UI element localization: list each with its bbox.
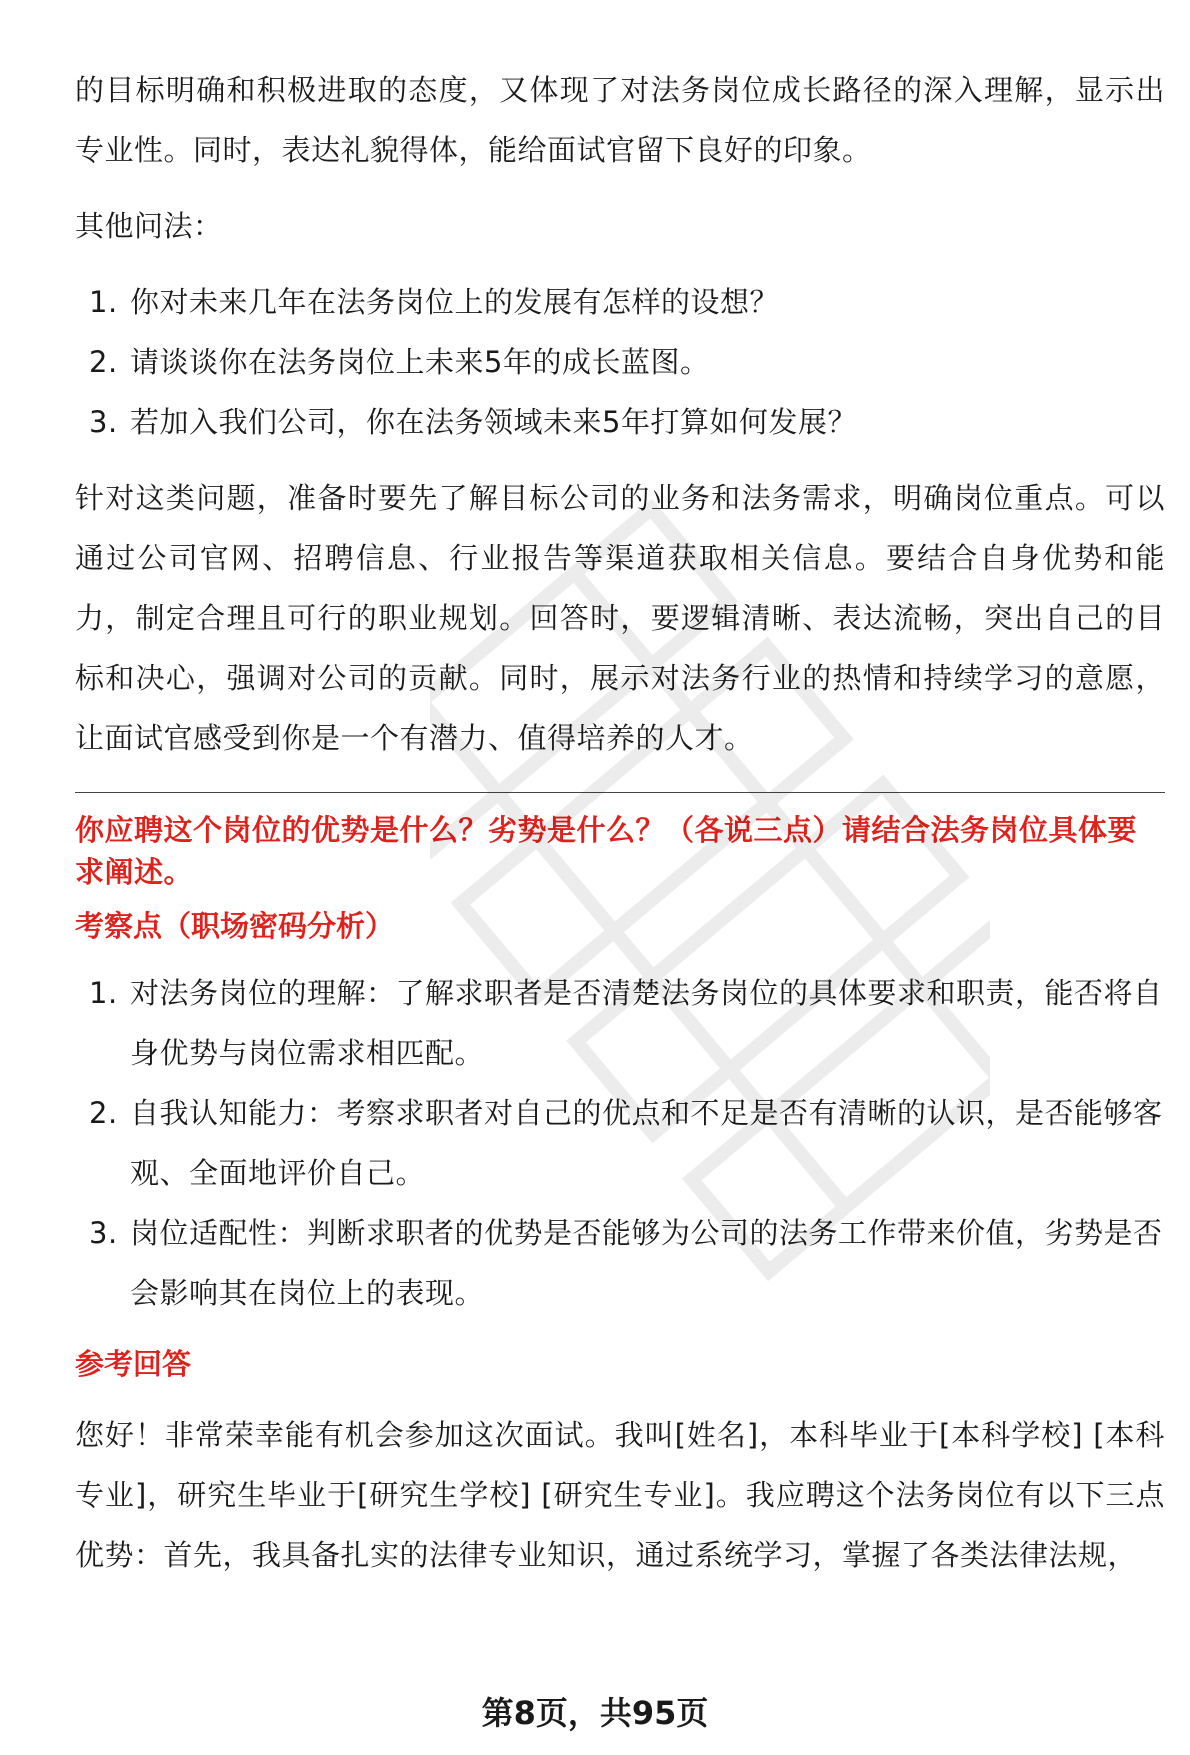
list-item-number: 2. [89,1096,118,1130]
answer-paragraph: 您好！非常荣幸能有机会参加这次面试。我叫[姓名]，本科毕业于[本科学校] [本科专业]，研究生毕业于[研究生学校] [研究生专业]。我应聘这个法务岗位有以下三点优势：首先，我具备扎实的法律专业知识，通过系统学习，掌握了各类法律法规， [75,1418,1165,1572]
document-page [75,60,1165,1585]
list-item-text: 岗位适配性：判断求职者的优势是否能够为公司的法务工作带来价值，劣势是否会影响其在岗位上的表现。 [130,1216,1163,1310]
list-item [75,1203,1165,1323]
list-item [75,272,1165,332]
analysis-heading: 考察点（职场密码分析） [75,909,395,943]
other-questions-list [75,272,1165,452]
question-title: 你应聘这个岗位的优势是什么？劣势是什么？（各说三点）请结合法务岗位具体要求阐述。 [75,813,1138,889]
list-item-text: 你对未来几年在法务岗位上的发展有怎样的设想？ [130,285,780,319]
list-item [75,332,1165,392]
list-item-text: 自我认知能力：考察求职者对自己的优点和不足是否有清晰的认识，是否能够客观、全面地评价自己。 [130,1096,1163,1190]
list-item [75,392,1165,452]
list-item-text: 若加入我们公司，你在法务领域未来5年打算如何发展？ [130,405,857,439]
list-item [75,1083,1165,1203]
list-item-text: 请谈谈你在法务岗位上未来5年的成长蓝图。 [130,345,710,379]
page-number-footer: 第8页，共95页 [481,1694,709,1732]
list-item-number: 3. [89,405,118,439]
answer-heading: 参考回答 [75,1347,192,1381]
list-item [75,963,1165,1083]
list-item-number: 1. [89,285,118,319]
list-item-number: 2. [89,345,118,379]
analysis-list [75,963,1165,1323]
list-item-number: 3. [89,1216,118,1250]
list-item-text: 对法务岗位的理解：了解求职者是否清楚法务岗位的具体要求和职责，能否将自身优势与岗位需求相匹配。 [130,976,1163,1070]
intro-paragraph: 的目标明确和积极进取的态度，又体现了对法务岗位成长路径的深入理解，显示出专业性。同时，表达礼貌得体，能给面试官留下良好的印象。 [75,73,1165,167]
section-divider [75,792,1165,793]
list-item-number: 1. [89,976,118,1010]
other-questions-heading: 其他问法： [75,209,223,243]
advice-paragraph: 针对这类问题，准备时要先了解目标公司的业务和法务需求，明确岗位重点。可以通过公司官网、招聘信息、行业报告等渠道获取相关信息。要结合自身优势和能力，制定合理且可行的职业规划。回答时，要逻辑清晰、表达流畅，突出自己的目标和决心，强调对公司的贡献。同时，展示对法务行业的热情和持续学习的意愿，让面试官感受到你是一个有潜力、值得培养的人才。 [75,481,1165,755]
